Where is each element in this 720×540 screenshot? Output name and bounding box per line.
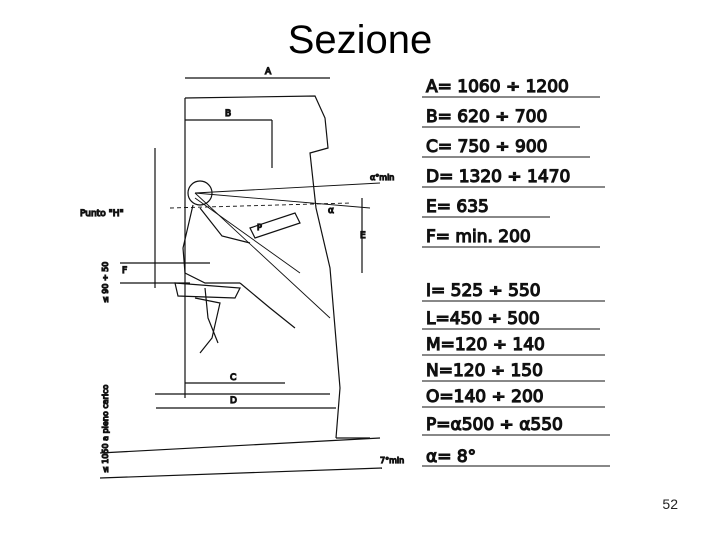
- spec-f: F= min. 200: [426, 227, 531, 247]
- label-left-side: ≤ 90 ÷ 50: [101, 261, 110, 303]
- label-h-point: Punto "H": [80, 209, 124, 219]
- spec-d: D= 1320 ÷ 1470: [426, 167, 571, 187]
- label-alpha-min: α°min: [370, 173, 395, 182]
- label-c: C: [230, 373, 237, 383]
- technical-drawing: [80, 58, 620, 490]
- spec-o: O=140 ÷ 200: [426, 387, 544, 407]
- label-b: B: [225, 109, 232, 119]
- spec-l: L=450 ÷ 500: [426, 309, 540, 329]
- spec-list: [422, 77, 610, 467]
- spec-c: C= 750 ÷ 900: [426, 137, 548, 157]
- cab-outline: [100, 96, 382, 478]
- driver-figure: [175, 181, 300, 353]
- label-left-vertical: ≤ 1050 a pieno carico: [101, 384, 110, 473]
- spec-b: B= 620 ÷ 700: [426, 107, 548, 127]
- label-e: E: [360, 231, 366, 241]
- sight-lines: [170, 183, 380, 318]
- slide-title: Sezione: [287, 18, 433, 62]
- spec-i: I= 525 ÷ 550: [426, 281, 541, 301]
- label-d: D: [230, 396, 237, 406]
- page-number: 52: [662, 496, 678, 512]
- label-alpha: α: [328, 206, 334, 216]
- spec-m: M=120 ÷ 140: [426, 335, 545, 355]
- label-a: A: [265, 67, 272, 77]
- spec-e: E= 635: [426, 197, 489, 217]
- label-alpha-min-bottom: 7°min: [380, 456, 405, 465]
- spec-n: N=120 ÷ 150: [426, 361, 543, 381]
- spec-a: A= 1060 ÷ 1200: [426, 77, 569, 97]
- label-f: F: [122, 266, 128, 276]
- label-p: P: [257, 223, 262, 232]
- spec-p: P=α500 ÷ α550: [426, 415, 563, 435]
- spec-alpha: α= 8°: [426, 447, 477, 467]
